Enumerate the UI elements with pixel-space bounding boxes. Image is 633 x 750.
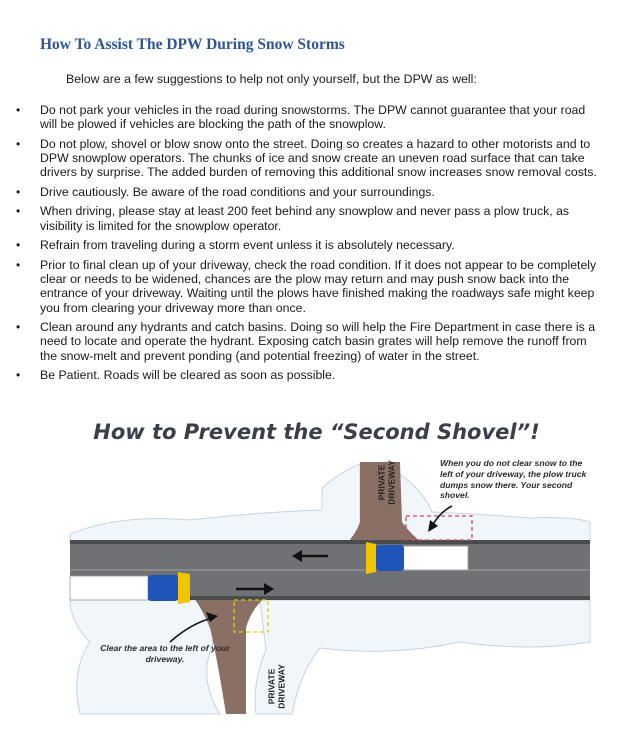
tip-item xyxy=(0,258,633,315)
tip-text: Be Patient. Roads will be cleared as soon as possible. xyxy=(40,368,336,383)
tip-text: Drive cautiously. Be aware of the road conditions and your surroundings. xyxy=(40,184,435,199)
diagram-heading: How to Prevent the “Second Shovel”! xyxy=(93,420,540,444)
bullet-icon: • xyxy=(16,136,21,151)
tip-text: Refrain from traveling during a storm event unless it is absolutely necessary. xyxy=(40,238,455,253)
page-title: How To Assist The DPW During Snow Storms xyxy=(40,36,345,53)
driveway-label-top-line2: DRIVEWAY xyxy=(386,460,396,505)
driveway-label-bottom-line2: DRIVEWAY xyxy=(276,664,286,709)
tip-item xyxy=(0,238,633,252)
tip-item xyxy=(0,103,633,132)
tip-text: Prior to final clean up of your driveway, check the road condition. If it does not appear to be completely clear or needs to be widened, chances are the plow may return and may push snow back into the entrance of your driveway. Waiting until the plows have finished making the roadways safe might keep you from clearing your driveway more than once. xyxy=(40,257,597,315)
plow-truck-top xyxy=(366,542,468,574)
bullet-icon: • xyxy=(16,103,21,117)
tip-item xyxy=(0,320,633,363)
tips-list xyxy=(0,103,633,388)
driveway-label-bottom-line1: PRIVATE xyxy=(266,668,277,705)
note-second-shovel: When you do not clear snow to the left of your driveway, the plow truck dumps snow there. Your second shovel. xyxy=(440,458,587,501)
driveway-label-bottom xyxy=(268,659,287,715)
intro-text: Below are a few suggestions to help not only yourself, but the DPW as well: xyxy=(66,72,477,86)
tip-text: Do not park your vehicles in the road during snowstorms. The DPW cannot guarantee that your road will be plowed if vehicles are blocking the path of the snowplow. xyxy=(40,103,586,132)
tip-item xyxy=(0,185,633,199)
bullet-icon: • xyxy=(16,238,21,253)
tip-text: Clean around any hydrants and catch basins. Doing so will help the Fire Department in case there is a need to locate and operate the hydrant. Exposing catch basin grates will help remove the runoff from the snow-melt and prevent ponding (and potential freezing) of water in the street. xyxy=(40,319,596,363)
plow-truck-bottom xyxy=(70,572,190,604)
bullet-icon: • xyxy=(16,257,21,272)
tip-item xyxy=(0,137,633,180)
driveway-label-top xyxy=(378,458,397,508)
tip-text: Do not plow, shovel or blow snow onto the street. Doing so creates a hazard to other motorists and to DPW snowplow operators. The chunks of ice and snow create an uneven road surface that can take drivers by surprise. The added burden of removing this additional snow increases snow removal costs. xyxy=(40,136,597,180)
bullet-icon: • xyxy=(16,368,21,383)
tip-item xyxy=(0,368,633,382)
bullet-icon: • xyxy=(16,204,21,219)
tip-item xyxy=(0,204,633,233)
note-clear-area: Clear the area to the left of your driveway. xyxy=(100,643,230,664)
bullet-icon: • xyxy=(16,319,21,334)
bullet-icon: • xyxy=(16,184,21,199)
tip-text: When driving, please stay at least 200 feet behind any snowplow and never pass a plow truck, as visibility is limited for the snowplow operator. xyxy=(40,204,570,233)
driveway-label-top-line1: PRIVATE xyxy=(376,464,387,501)
road-edge-top xyxy=(70,540,590,544)
